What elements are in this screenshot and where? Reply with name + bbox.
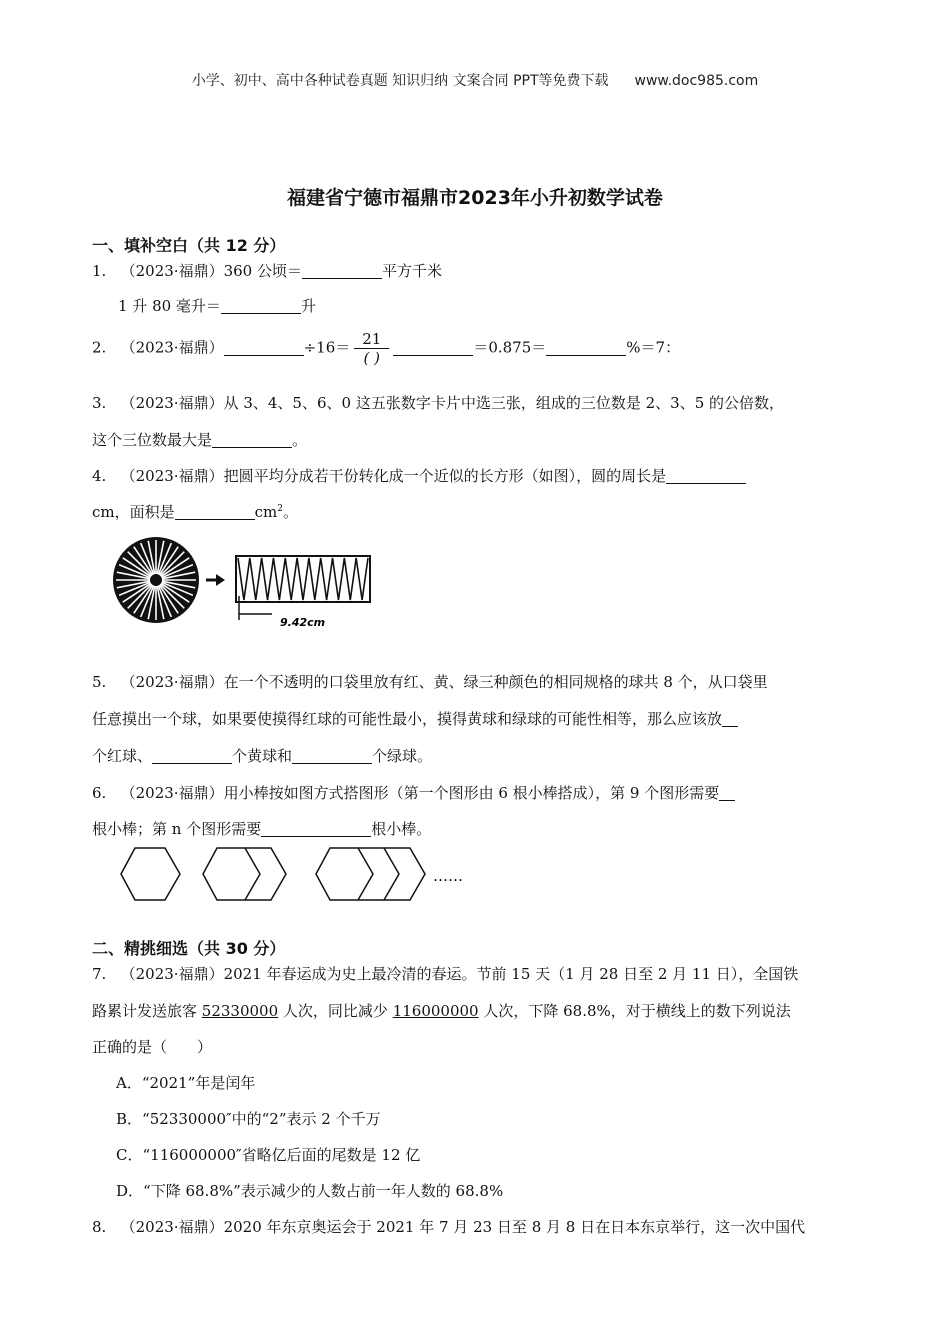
question-7-line-2: 路累计发送旅客 52330000 人次，同比减少 116000000 人次，下降 68.8%，对于横线上的数下列说法 <box>92 1002 791 1020</box>
arrow-head-icon <box>216 574 225 586</box>
question-8: 8. （2023·福鼎）2020 年东京奥运会于 2021 年 7 月 23 日至 8 月 8 日在日本东京举行，这一次中国代 <box>92 1218 806 1236</box>
answer-blank[interactable] <box>152 747 232 764</box>
figure-length-label: 9.42cm <box>280 616 326 629</box>
question-2: 2. （2023·福鼎） ÷16＝ $\frac{21}{( )}$ ＝0.875＝ %＝7： <box>92 330 681 367</box>
answer-blank[interactable] <box>221 297 301 314</box>
question-7-line-3: 正确的是（ ） <box>92 1038 213 1056</box>
stick-hexagon-figure <box>118 845 478 905</box>
section-heading-1: 一、填补空白（共 12 分） <box>92 236 286 255</box>
answer-blank[interactable] <box>224 339 304 356</box>
hexagon-figure-3 <box>316 848 373 900</box>
question-4-line-2: cm，面积是 $cm^2$。 <box>92 503 298 521</box>
answer-blank[interactable] <box>292 747 372 764</box>
ellipsis-text: …… <box>433 867 463 885</box>
question-6-line-2: 根小棒；第 n 个图形需要 根小棒。 <box>92 820 432 838</box>
question-3-line-2: 这个三位数最大是 。 <box>92 431 308 449</box>
hexagon-figure-2 <box>203 848 260 900</box>
answer-blank[interactable] <box>302 262 382 279</box>
option-d[interactable]: D．“下降 68.8%”表示减少的人数占前一年人数的 68.8% <box>116 1182 504 1200</box>
answer-blank[interactable] <box>261 820 371 837</box>
hexagon-figure-1 <box>121 848 180 900</box>
page-header <box>0 70 950 90</box>
section-heading-2: 二、精挑细选（共 30 分） <box>92 939 286 958</box>
answer-blank[interactable] <box>546 339 626 356</box>
answer-blank[interactable] <box>175 503 255 520</box>
question-3: 3. （2023·福鼎）从 3、4、5、6、0 这五张数字卡片中选三张，组成的三位数是 2、3、5 的公倍数， <box>92 394 785 412</box>
question-5-line-2: 任意摸出一个球，如果要使摸得红球的可能性最小，摸得黄球和绿球的可能性相等，那么应该放 <box>92 708 738 729</box>
question-6: 6. （2023·福鼎）用小棒按如图方式搭图形（第一个图形由 6 根小棒搭成），第 9 个图形需要 <box>92 782 735 803</box>
question-7: 7. （2023·福鼎）2021 年春运成为史上最冷清的春运。节前 15 天（1 月 28 日至 2 月 11 日），全国铁 <box>92 965 799 983</box>
header-url[interactable]: www.doc985.com <box>634 73 759 89</box>
fraction: $\frac{21}{( )}$ <box>354 330 389 367</box>
answer-blank[interactable] <box>719 784 735 801</box>
question-5: 5. （2023·福鼎）在一个不透明的口袋里放有红、黄、绿三种颜色的相同规格的球共 8 个，从口袋里 <box>92 673 768 691</box>
answer-blank[interactable] <box>393 339 473 356</box>
answer-blank[interactable] <box>722 710 738 727</box>
header-text: 小学、初中、高中各种试卷真题 知识归纳 文案合同 PPT等免费下载 <box>191 73 609 89</box>
question-4: 4. （2023·福鼎）把圆平均分成若干份转化成一个近似的长方形（如图），圆的周长是 <box>92 465 746 486</box>
option-a[interactable]: A．“2021”年是闰年 <box>116 1074 256 1092</box>
answer-blank[interactable] <box>212 431 292 448</box>
circle-to-rectangle-figure <box>112 532 374 632</box>
exam-title: 福建省宁德市福鼎市2023年小升初数学试卷 <box>287 187 663 209</box>
divided-circle <box>113 537 199 623</box>
option-b[interactable]: B．“52330000″中的“2”表示 2 个千万 <box>116 1110 381 1128</box>
question-1: 1. （2023·福鼎）360 公顷＝ 平方千米 <box>92 262 442 280</box>
option-c[interactable]: C．“116000000″省略亿后面的尾数是 12 亿 <box>116 1146 421 1164</box>
question-5-line-3: 个红球、 个黄球和 个绿球。 <box>92 747 433 765</box>
question-1-part-b: 1 升 80 毫升＝ 升 <box>118 297 316 315</box>
answer-blank[interactable] <box>666 467 746 484</box>
